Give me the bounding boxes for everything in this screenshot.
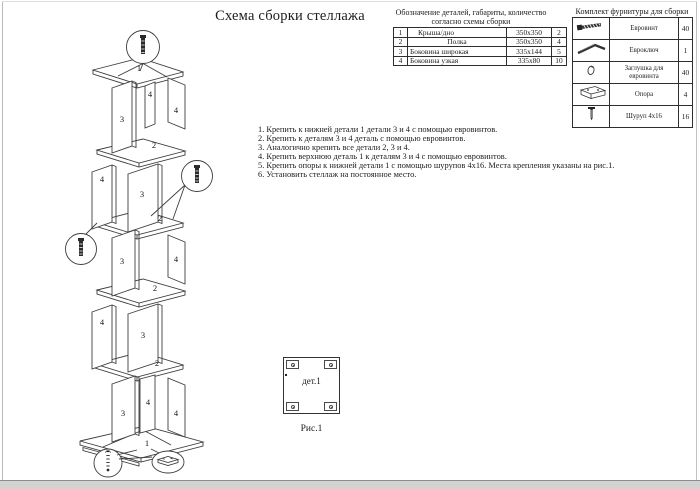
board-4 xyxy=(168,78,185,129)
side-boards xyxy=(92,78,185,442)
part-label: 3 xyxy=(119,114,125,124)
table-row xyxy=(394,56,567,66)
part-label: 4 xyxy=(99,174,105,184)
table-row xyxy=(573,62,693,84)
corner-bracket xyxy=(324,360,337,369)
instruction-step: 2. Крепить к деталям 3 и 4 деталь с помощью евровинтов. xyxy=(258,133,466,143)
board-4 xyxy=(92,305,112,369)
shelf-panel-2 xyxy=(97,279,185,303)
instruction-step: 1. Крепить к нижней детали 1 детали 3 и 4 с помощью евровинтов. xyxy=(258,125,498,134)
table-row xyxy=(573,84,693,106)
wood-screw-icon xyxy=(574,106,608,122)
part-label: 3 xyxy=(120,408,126,418)
part-size: 350x350 xyxy=(507,28,552,38)
figure-part-label: дет.1 xyxy=(302,376,321,386)
euro-screw-icon xyxy=(574,18,608,34)
hardware-name: Евроключ xyxy=(610,40,679,62)
hardware-table-title: Комплект фурнитуры для сборки xyxy=(575,7,689,16)
shelf-panel-2 xyxy=(97,139,185,163)
part-size: 335x144 xyxy=(507,47,552,57)
parts-caption-line2: согласно схемы сборки xyxy=(431,17,511,26)
table-row xyxy=(394,28,567,38)
part-label: 2 xyxy=(157,213,163,223)
part-label: 2 xyxy=(151,140,157,150)
page-edge-right xyxy=(696,2,697,481)
screw-hole-icon xyxy=(329,363,334,368)
instruction-list xyxy=(258,125,615,179)
table-row xyxy=(394,37,567,47)
page-edge-top xyxy=(2,1,697,2)
table-row xyxy=(573,106,693,128)
hardware-qty: 40 xyxy=(679,62,693,84)
hardware-qty: 16 xyxy=(679,106,693,128)
hardware-qty: 40 xyxy=(679,18,693,40)
part-label: 4 xyxy=(147,89,153,99)
hardware-icon-cell xyxy=(573,62,610,84)
hardware-qty: 1 xyxy=(679,40,693,62)
screw-hole-icon xyxy=(329,405,334,410)
parts-caption-line1: Обозначение деталей, габариты, количество xyxy=(395,8,547,17)
part-label: 4 xyxy=(173,408,179,418)
part-label: 1 xyxy=(136,63,142,73)
part-label: 4 xyxy=(173,105,179,115)
cap-icon xyxy=(574,62,608,78)
hex-key-icon xyxy=(574,40,608,56)
parts-table xyxy=(393,27,567,66)
hardware-icon-cell xyxy=(573,18,610,40)
part-size: 335x80 xyxy=(507,56,552,66)
table-row xyxy=(394,47,567,57)
corner-bracket xyxy=(324,402,337,411)
hardware-name: Опора xyxy=(610,84,679,106)
part-name: Крыша/дно xyxy=(408,28,507,38)
part-name: Боковина широкая xyxy=(408,47,507,57)
instruction-step: 5. Крепить опоры к нижней детали 1 с помощью шурупов 4x16. Места крепления указаны на рис.1. xyxy=(258,160,615,170)
instruction-step: 6. Установить стеллаж на постоянное место. xyxy=(258,169,417,179)
hardware-name: Заглушка для евровинта xyxy=(610,62,679,84)
part-number: 2 xyxy=(394,37,408,47)
euro-screw-callout-right xyxy=(151,161,213,220)
hardware-name: Шуруп 4x16 xyxy=(610,106,679,128)
table-row xyxy=(573,18,693,40)
table-row xyxy=(573,40,693,62)
part-label: 4 xyxy=(145,397,151,407)
part-size: 350x350 xyxy=(507,37,552,47)
assembly-diagram xyxy=(55,26,225,478)
part-label: 4 xyxy=(173,254,179,264)
parts-table-caption xyxy=(381,8,561,26)
part-label: 1 xyxy=(144,438,150,448)
hardware-qty: 4 xyxy=(679,84,693,106)
corner-bracket xyxy=(286,402,299,411)
hardware-icon-cell xyxy=(573,84,610,106)
part-qty: 10 xyxy=(552,56,567,66)
part-name: Полка xyxy=(408,37,507,47)
part-label: 4 xyxy=(99,317,105,327)
instruction-step: 4. Крепить верхнюю деталь 1 к деталям 3 и 4 с помощью евровинтов. xyxy=(258,151,507,161)
part-qty: 2 xyxy=(552,28,567,38)
part-number: 3 xyxy=(394,47,408,57)
part-number: 4 xyxy=(394,56,408,66)
figure-caption: Рис.1 xyxy=(300,424,323,434)
corner-bracket xyxy=(286,360,299,369)
part-label: 3 xyxy=(119,256,125,266)
instruction-step: 3. Аналогично крепить все детали 2, 3 и 4. xyxy=(258,142,410,152)
part-qty: 5 xyxy=(552,47,567,57)
hardware-name: Евровинт xyxy=(610,18,679,40)
support-icon xyxy=(574,84,608,100)
hardware-table xyxy=(572,17,693,128)
part-number: 1 xyxy=(394,28,408,38)
screw-hole-icon xyxy=(291,405,296,410)
part-label: 2 xyxy=(152,283,158,293)
page-edge-bottom xyxy=(0,480,700,489)
hardware-icon-cell xyxy=(573,40,610,62)
hardware-icon-cell xyxy=(573,106,610,128)
page-title: Схема сборки стеллажа xyxy=(215,8,365,24)
part-label: 3 xyxy=(140,330,146,340)
part-name: Боковина узкая xyxy=(408,56,507,66)
part-label: 3 xyxy=(139,189,145,199)
screw-hole-icon xyxy=(291,363,296,368)
part-qty: 4 xyxy=(552,37,567,47)
page-edge-left xyxy=(2,2,3,481)
part-label: 2 xyxy=(154,358,160,368)
